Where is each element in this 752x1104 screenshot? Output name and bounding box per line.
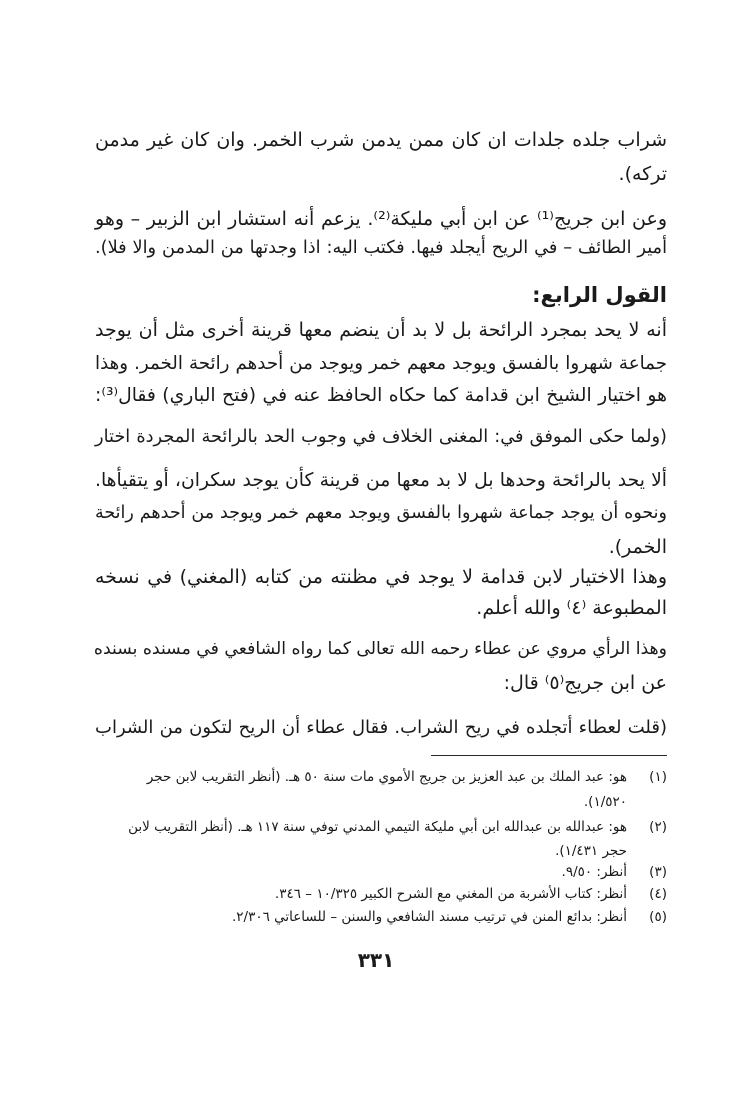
footnote-text: أنظر: كتاب الأشربة من المغني مع الشرح الكبير ١٠/٣٢٥ – ٣٤٦. — [274, 886, 627, 902]
text-line: أمير الطائف – في الريح أيجلد فيها. فكتب اليه: اذا وجدتها من المدمن والا فلا). — [95, 238, 667, 258]
footnote-number: (٢) — [649, 819, 667, 835]
text-line: ونحوه أن يوجد جماعة شهروا بالفسق ويوجد معهم خمر ويوجد من أحدهم رائحة — [95, 503, 667, 523]
footnote-text: هو: عبد الملك بن عبد العزيز بن جريج الأموي مات سنة ٥٠ هـ. (أنظر التقريب لابن حجر — [146, 769, 627, 785]
footnote — [95, 861, 667, 884]
text-line: وهذا الاختيار لابن قدامة لا يوجد في مظنته من كتابه (المغني) في نسخه — [95, 566, 667, 588]
footnote-number: (٤) — [649, 886, 667, 902]
footnote-text: أنظر: بدائع المنن في ترتيب مسند الشافعي والسنن – للساعاتي ٢/٣٠٦. — [231, 909, 627, 925]
footnote — [95, 883, 667, 906]
text-line: عن ابن جريج⁽٥⁾ قال: — [503, 672, 667, 694]
footnote — [95, 906, 667, 929]
section-heading: القول الرابع: — [532, 283, 667, 307]
text-line: شراب جلده جلدات ان كان ممن يدمن شرب الخمر. وان كان غير مدمن — [95, 129, 667, 151]
text-line: وعن ابن جريج⁽¹⁾ عن ابن أبي مليكة⁽²⁾. يزعم أنه استشار ابن الزبير – وهو — [95, 208, 667, 230]
footnote-separator — [431, 755, 667, 756]
footnote-number: (٣) — [649, 864, 667, 880]
text-line: وهذا الرأي مروي عن عطاء رحمه الله تعالى كما رواه الشافعي في مسنده بسنده — [93, 639, 667, 659]
footnote-continuation: حجر ١/٤٣١). — [555, 843, 627, 859]
footnote-text: هو: عبدالله بن عبدالله ابن أبي مليكة التيمي المدني توفي سنة ١١٧ هـ. (أنظر التقريب لابن — [128, 819, 627, 835]
text-line: جماعة شهروا بالفسق ويوجد معهم خمر ويوجد من أحدهم رائحة الخمر. وهذا — [95, 353, 667, 374]
text-line: (قلت لعطاء أتجلده في ريح الشراب. فقال عطاء أن الريح لتكون من الشراب — [95, 717, 667, 738]
text-line: أنه لا يحد بمجرد الرائحة بل لا بد أن ينضم معها قرينة أخرى مثل أن يوجد — [95, 319, 667, 341]
footnote-text: أنظر: ٩/٥٠. — [561, 864, 627, 880]
page-number: ٣٣١ — [357, 948, 395, 972]
footnote-continuation: ١/٥٢٠). — [583, 794, 627, 810]
text-line: هو اختيار الشيخ ابن قدامة كما حكاه الحافظ عنه في (فتح الباري) فقال⁽³⁾: — [95, 385, 667, 406]
text-line: ألا يحد بالرائحة وحدها بل لا بد معها من قرينة كأن يوجد سكران، أو يتقيأها. — [95, 470, 667, 491]
text-line: تركه). — [618, 163, 667, 185]
footnote-number: (١) — [649, 769, 667, 785]
footnote-number: (٥) — [649, 909, 667, 925]
text-line: الخمر). — [608, 536, 667, 558]
text-line: المطبوعة ⁽٤⁾ والله أعلم. — [476, 597, 667, 619]
footnote — [95, 766, 667, 789]
text-line: (ولما حكى الموفق في: المغنى الخلاف في وجوب الحد بالرائحة المجردة اختار — [95, 427, 667, 447]
footnote — [95, 816, 667, 839]
